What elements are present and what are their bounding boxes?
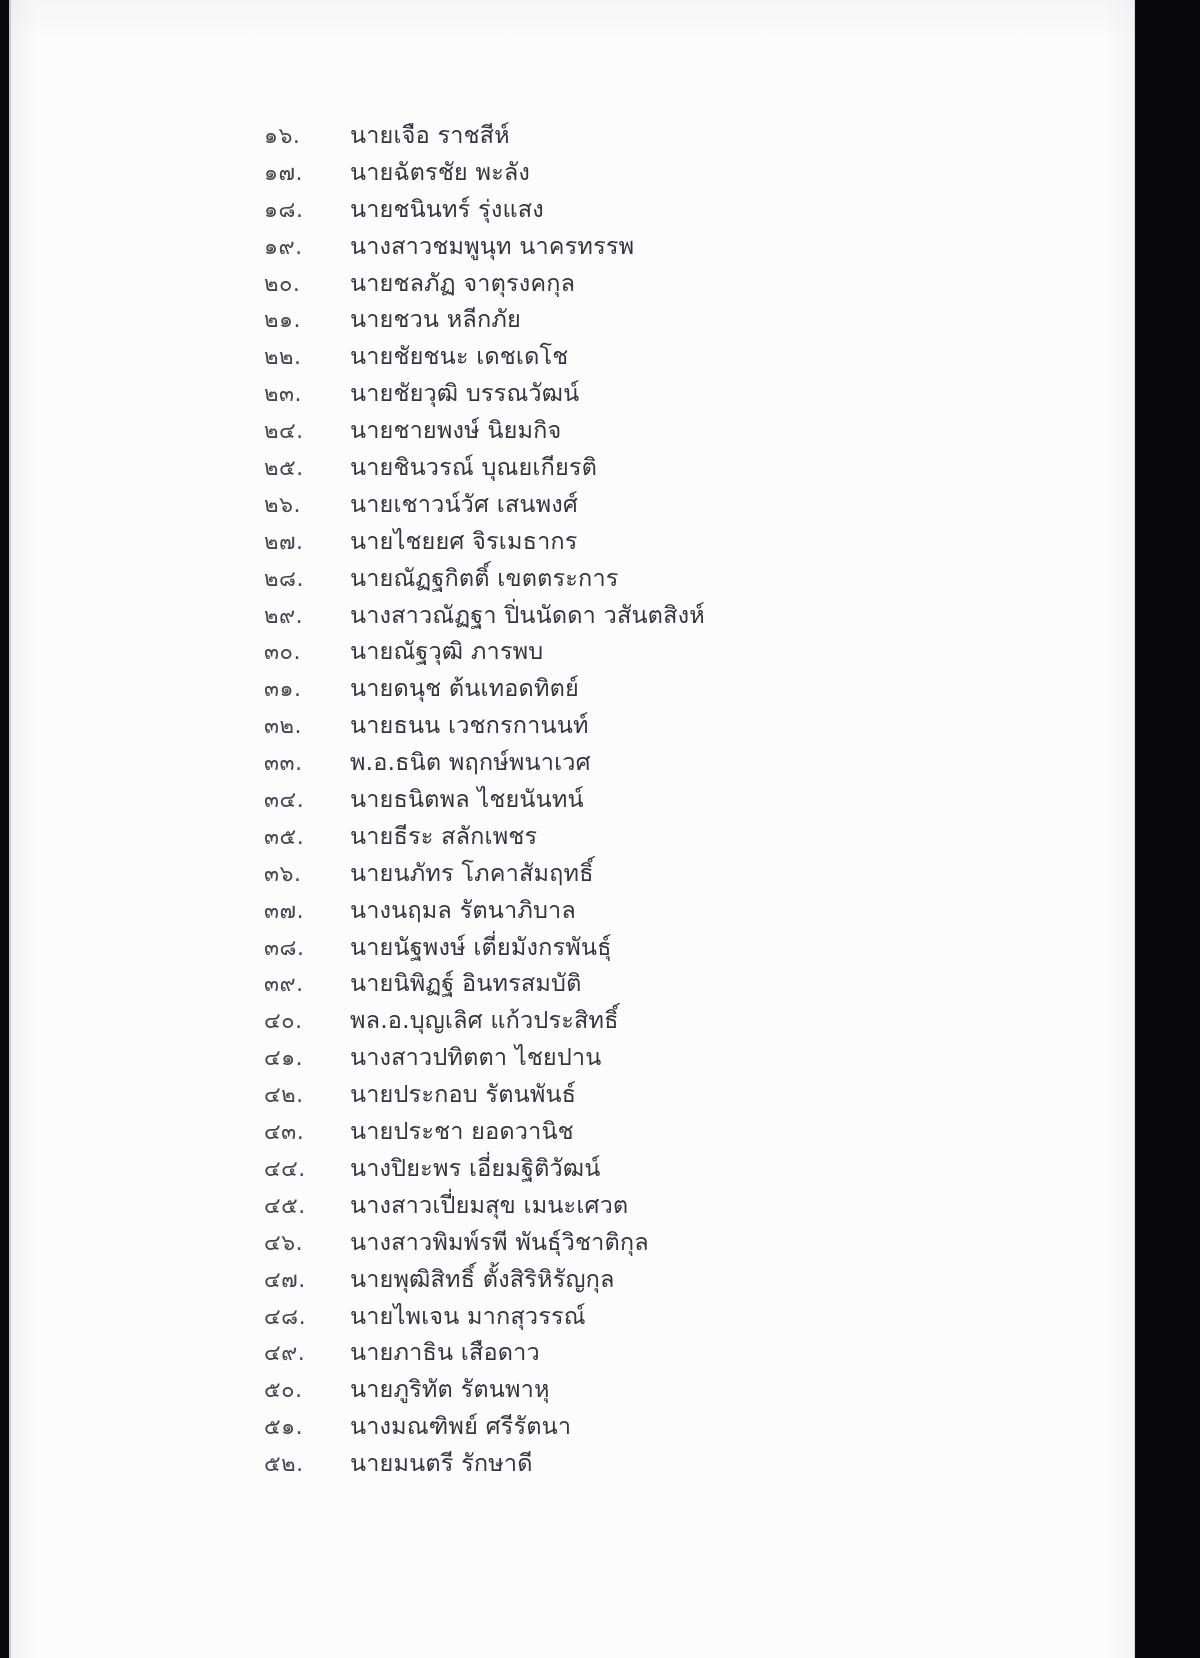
- list-item: [11, 1043, 1137, 1083]
- list-item: [11, 416, 1137, 456]
- list-item: [11, 1412, 1137, 1452]
- list-item: [11, 1117, 1137, 1157]
- list-item-name: นางสาวพิมพ์รพี พันธุ์วิชาติกุล: [350, 1227, 649, 1256]
- list-item-name: นายเชาวน์วัศ เสนพงศ์: [350, 489, 578, 518]
- list-item-name: นายพุฒิสิทธิ์ ตั้งสิริหิรัญกุล: [350, 1264, 615, 1293]
- list-item: [11, 1080, 1137, 1120]
- list-item-name: นายนัฐพงษ์ เตี่ยมังกรพันธุ์: [350, 932, 612, 961]
- list-item-number: ๔๕.: [264, 1193, 306, 1219]
- list-item-name: พล.อ.บุญเลิศ แก้วประสิทธิ์: [350, 1006, 619, 1035]
- list-item-name: นายชินวรณ์ บุณยเกียรติ: [350, 453, 598, 482]
- list-item-name: พ.อ.ธนิต พฤกษ์พนาเวศ: [350, 748, 591, 777]
- list-item-number: ๓๑.: [264, 677, 302, 703]
- list-item: [11, 821, 1137, 862]
- list-item-number: ๓๙.: [264, 972, 304, 998]
- list-item-name: นายธนิตพล ไชยนันทน์: [350, 785, 584, 814]
- list-item: [11, 748, 1137, 788]
- list-item: [11, 1153, 1137, 1194]
- list-item: [11, 674, 1137, 714]
- list-item-name: นายชัยวุฒิ บรรณวัฒน์: [350, 379, 580, 408]
- list-item-number: ๒๔.: [264, 419, 304, 445]
- list-item-name: นายชายพงษ์ นิยมกิจ: [350, 416, 562, 445]
- list-item-number: ๒๗.: [264, 529, 304, 555]
- list-item-number: ๔๖.: [264, 1230, 304, 1256]
- list-item-name: นายชัยชนะ เดชเดโช: [350, 342, 569, 371]
- list-item: [11, 1190, 1137, 1231]
- list-item-number: ๑๖.: [264, 124, 301, 149]
- list-item-name: นางปิยะพร เอี่ยมฐิติวัฒน์: [350, 1153, 601, 1182]
- list-item-number: ๔๒.: [264, 1083, 304, 1109]
- list-item: [11, 932, 1137, 973]
- thai-name-roster-list: [11, 121, 1137, 1489]
- list-item-number: ๔๓.: [264, 1120, 305, 1146]
- list-item: [11, 563, 1137, 604]
- list-item-number: ๒๙.: [264, 603, 304, 629]
- list-item: [11, 895, 1137, 936]
- list-item-number: ๒๐.: [264, 271, 301, 297]
- list-item-number: ๓๗.: [264, 898, 305, 924]
- list-item-number: ๓๘.: [264, 935, 305, 961]
- list-item-name: นายเจือ ราชสีห์: [350, 121, 510, 149]
- list-item: [11, 1227, 1137, 1268]
- list-item-name: นายธนน เวชกรกานนท์: [350, 711, 589, 740]
- list-item-number: ๔๗.: [264, 1267, 306, 1293]
- list-item-number: ๑๗.: [264, 160, 304, 186]
- list-item-name: นางสาวชมพูนุท นาครทรรพ: [350, 231, 635, 260]
- list-item-name: นายดนุช ต้นเทอดทิตย์: [350, 674, 579, 703]
- list-item-number: ๔๐.: [264, 1009, 303, 1035]
- list-item-name: นายณัฐวุฒิ ภารพบ: [350, 637, 544, 666]
- list-item-name: นายธีระ สลักเพชร: [350, 821, 538, 850]
- list-item-number: ๑๘.: [264, 197, 304, 223]
- list-item-name: นายฉัตรชัย พะลัง: [350, 157, 531, 186]
- list-item: [11, 526, 1137, 567]
- list-item: [11, 1338, 1137, 1378]
- list-item: [11, 157, 1137, 198]
- list-item-number: ๒๖.: [264, 492, 301, 518]
- list-item-number: ๓๐.: [264, 640, 301, 666]
- list-item: [11, 379, 1137, 419]
- list-item-number: ๔๑.: [264, 1046, 304, 1072]
- document-page: [9, 0, 1135, 1658]
- list-item-number: ๓๒.: [264, 714, 303, 740]
- list-item: [11, 1006, 1137, 1046]
- list-item-number: ๒๒.: [264, 345, 302, 371]
- list-item-name: นายนภัทร โภคาสัมฤทธิ์: [350, 858, 594, 887]
- list-item-number: ๒๑.: [264, 308, 301, 334]
- list-item: [11, 268, 1137, 309]
- list-item-name: นายณัฏฐกิตติ์ เขตตระการ: [350, 563, 619, 592]
- list-item-number: ๔๔.: [264, 1156, 306, 1182]
- list-item-number: ๕๑.: [264, 1415, 304, 1441]
- list-item-name: นายไพเจน มากสุวรรณ์: [350, 1301, 586, 1330]
- list-item: [11, 1449, 1137, 1489]
- list-item-number: ๔๘.: [264, 1304, 307, 1330]
- list-item-name: นายภูริทัต รัตนพาหุ: [350, 1375, 550, 1404]
- list-item-number: ๒๓.: [264, 382, 303, 408]
- list-item: [11, 1301, 1137, 1342]
- list-item-name: นายประชา ยอดวานิช: [350, 1117, 574, 1146]
- list-item-number: ๓๕.: [264, 824, 305, 850]
- list-item-number: ๒๘.: [264, 566, 304, 592]
- list-item: [11, 858, 1137, 899]
- list-item-name: นางสาวเปี่ยมสุข เมนะเศวต: [350, 1190, 629, 1219]
- list-item-name: นางมณฑิพย์ ศรีรัตนา: [350, 1412, 572, 1441]
- list-item: [11, 969, 1137, 1009]
- list-item-name: นายชวน หลีกภัย: [350, 305, 521, 334]
- list-item-number: ๓๖.: [264, 861, 302, 887]
- list-item-number: ๕๒.: [264, 1452, 304, 1478]
- page-gutter-left: [0, 0, 9, 1658]
- list-item-name: นางนฤมล รัตนาภิบาล: [350, 895, 576, 924]
- list-item: [11, 121, 1137, 161]
- list-item: [11, 711, 1137, 751]
- list-item-number: ๔๙.: [264, 1341, 306, 1367]
- list-item: [11, 600, 1137, 641]
- list-item: [11, 453, 1137, 493]
- list-item-name: นายไชยยศ จิรเมธากร: [350, 526, 578, 555]
- list-item: [11, 231, 1137, 272]
- list-item-number: ๕๐.: [264, 1378, 303, 1404]
- list-item: [11, 637, 1137, 677]
- list-item: [11, 194, 1137, 235]
- list-item-name: นายชลภัฏ จาตุรงคกุล: [350, 268, 576, 297]
- list-item: [11, 489, 1137, 530]
- list-item: [11, 785, 1137, 825]
- page-gutter-right: [1136, 0, 1200, 1658]
- list-item: [11, 1264, 1137, 1305]
- list-item-name: นายประกอบ รัตนพันธ์: [350, 1080, 577, 1109]
- list-item-name: นายนิพิฏฐ์ อินทรสมบัติ: [350, 969, 582, 998]
- list-item-number: ๑๙.: [264, 234, 303, 260]
- list-item-name: นายชนินทร์ รุ่งแสง: [350, 194, 544, 223]
- list-item-name: นางสาวปทิตตา ไชยปาน: [350, 1043, 602, 1072]
- list-item: [11, 305, 1137, 345]
- list-item: [11, 342, 1137, 382]
- list-item-number: ๓๓.: [264, 751, 303, 777]
- list-item-number: ๓๔.: [264, 788, 305, 814]
- list-item: [11, 1375, 1137, 1415]
- list-item-number: ๒๕.: [264, 456, 304, 482]
- list-item-name: นายมนตรี รักษาดี: [350, 1449, 533, 1478]
- list-item-name: นางสาวณัฏฐา ปิ่นนัดดา วสันตสิงห์: [350, 600, 705, 629]
- list-item-name: นายภาธิน เสือดาว: [350, 1338, 540, 1367]
